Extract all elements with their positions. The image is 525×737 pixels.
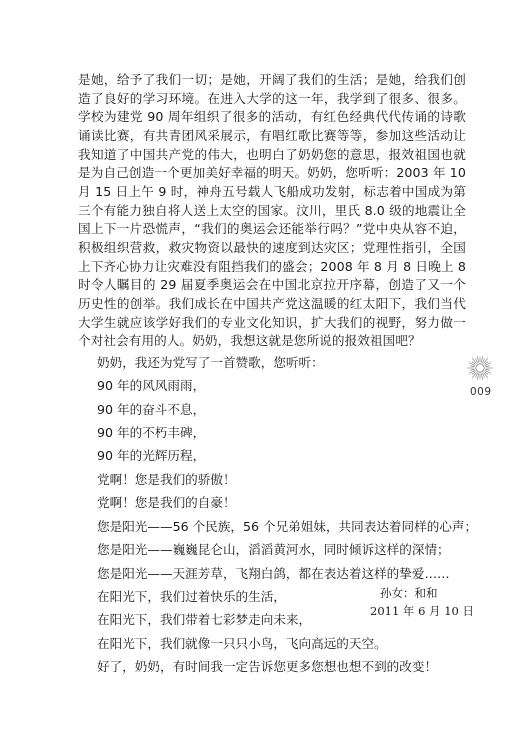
poem-line: 您是阳光——56 个民族，56 个兄弟姐妹，共同表达着同样的心声；: [97, 518, 478, 534]
poem-line: 90 年的奋斗不息，: [97, 401, 206, 417]
poem-line: 90 年的光辉历程，: [97, 448, 206, 464]
closing-line: 好了，奶奶，有时间我一定告诉您更多您想也想不到的改变！: [97, 659, 438, 675]
poem-intro-line: 奶奶，我还为党写了一首赞歌，您听听：: [97, 354, 324, 370]
poem-line: 您是阳光——巍巍昆仑山，滔滔黄河水，同时倾诉这样的深情；: [97, 542, 450, 558]
letter-paragraph: 是她，给予了我们一切；是她，开阔了我们的生活；是她，给我们创造了良好的学习环境。在进入大学的这一年，我学到了很多、很多。学校为建党 90 周年组织了很多的活动，有红色经典代代传诵的诗歌诵读比赛，有共青团风采展示，有唱红歌比赛等等，参加这些活动让我知道了中国共产党的伟大，也明白了奶奶您的意思，报效祖国也就是为自己创造一个更加美好幸福的明天。奶奶，您听听：2003 年 10 月 15 日上午 9 时，神舟五号载人飞船成功发射，标志着中国成为第三个有能力独自将人送上太空的国家。汶川，里氏 8.0 级的地震让全国上下一片恐慌声，“我们的奥运会还能举行吗？”党中央从容不迫，积极组织营救，救灾物资以最快的速度到达灾区；党理性指引，全国上下齐心协力让灾难没有阻挡我们的盛会；2008 年 8 月 8 日晚上 8 时令人瞩目的 29 届夏季奥运会在中国北京拉开序幕，创造了又一个历史性的创举。我们成长在中国共产党这温暖的红太阳下，我们当代大学生就应该学好我们的专业文化知识，扩大我们的视野，努力做一个对社会有用的人。奶奶，我想这就是您所说的报效祖国吧？: [78, 72, 466, 349]
sun-ornament-icon: [467, 355, 493, 381]
poem-line: 在阳光下，我们带着七彩梦走向未来，: [97, 612, 312, 628]
poem-line: 党啊！您是我们的骄傲！: [97, 471, 236, 487]
poem-line: 在阳光下，我们就像一只只小鸟，飞向高远的天空。: [97, 635, 387, 651]
poem-line: 党啊！您是我们的自豪！: [97, 495, 236, 511]
poem-line: 在阳光下，我们过着快乐的生活，: [97, 588, 286, 604]
letter-date: 2011 年 6 月 10 日: [370, 604, 474, 618]
poem-line: 您是阳光——天涯芳草，飞翔白鸽，都在表达着这样的挚爱……: [97, 565, 450, 581]
poem-line: 90 年的不朽丰碑，: [97, 425, 206, 441]
signature: 孙女：和和: [380, 586, 438, 600]
page-number: 009: [470, 386, 492, 398]
poem-line: 90 年的风风雨雨，: [97, 378, 206, 394]
